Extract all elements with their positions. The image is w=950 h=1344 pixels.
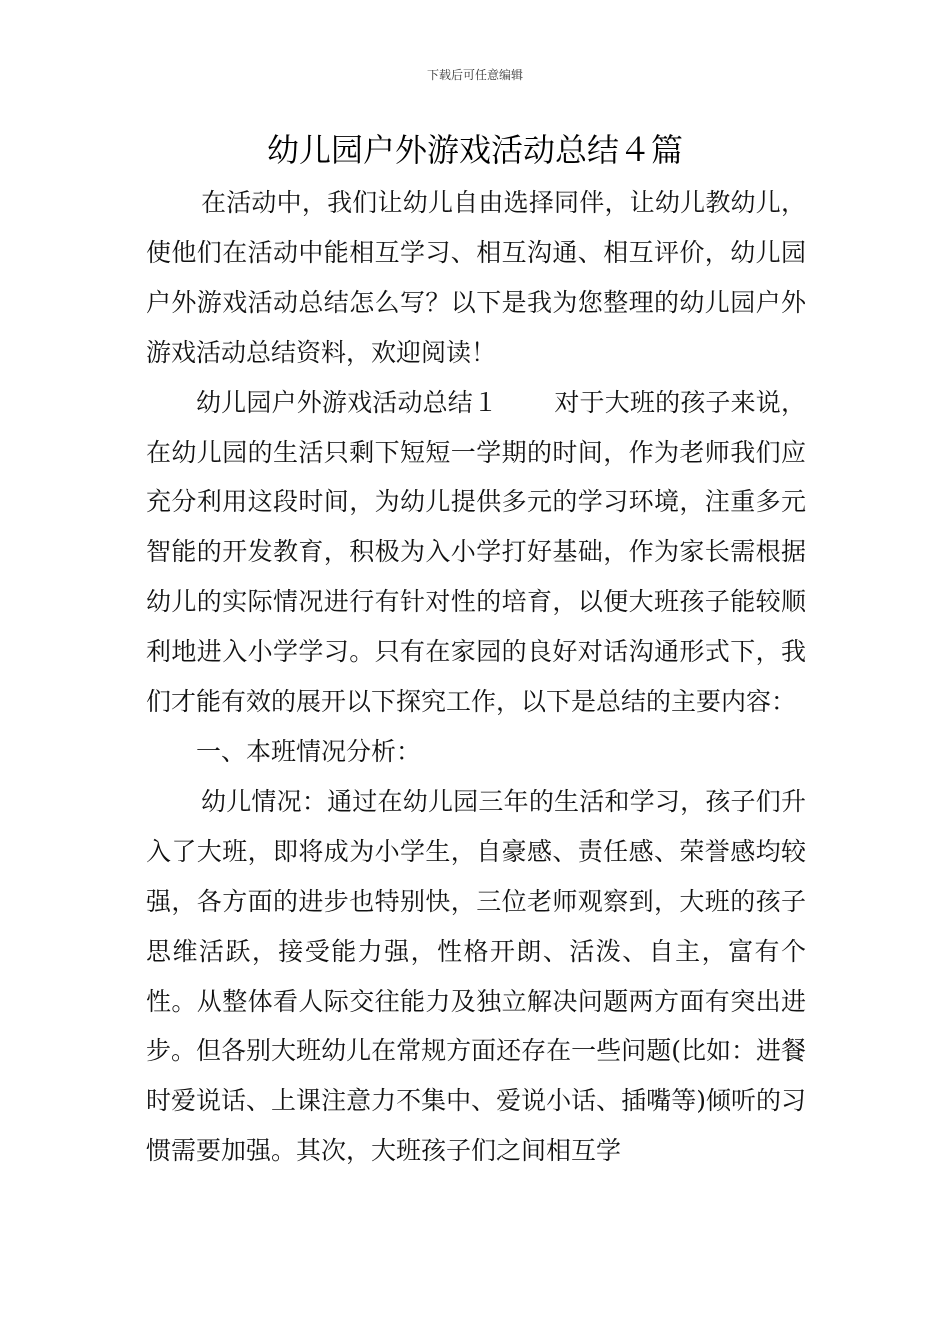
section1-paragraph [146,378,806,727]
section-heading-1: 一、本班情况分析： [196,736,422,766]
intro-paragraph: 在活动中，我们让幼儿自由选择同伴，让幼儿教幼儿，使他们在活动中能相互学习、相互沟通、相互评价，幼儿园户外游戏活动总结怎么写？以下是我为您整理的幼儿园户外游戏活动总结资料，欢迎阅读！ [146,188,806,367]
document-body [146,178,806,1176]
document-title: 幼儿园户外游戏活动总结４篇 [266,131,683,169]
section1-title: 幼儿园户外游戏活动总结１ [196,387,499,417]
section1-body: 对于大班的孩子来说，在幼儿园的生活只剩下短短一学期的时间，作为老师我们应充分利用这段时间，为幼儿提供多元的学习环境，注重多元智能的开发教育，积极为入小学打好基础，作为家长需根据幼儿的实际情况进行有针对性的培育，以便大班孩子能较顺利地进入小学学习。只有在家园的良好对话沟通形式下，我们才能有效的展开以下探究工作，以下是总结的主要内容： [146,387,806,717]
header-note: 下载后可任意编辑 [426,68,523,82]
children-paragraph: 幼儿情况：通过在幼儿园三年的生活和学习，孩子们升入了大班，即将成为小学生，自豪感、责任感、荣誉感均较强，各方面的进步也特别快，三位老师观察到，大班的孩子思维活跃，接受能力强，性格开朗、活泼、自主，富有个性。从整体看人际交往能力及独立解决问题两方面有突出进步。但各别大班幼儿在常规方面还存在一些问题(比如：进餐时爱说话、上课注意力不集中、爱说小话、插嘴等)倾听的习惯需要加强。其次，大班孩子们之间相互学 [146,786,806,1166]
